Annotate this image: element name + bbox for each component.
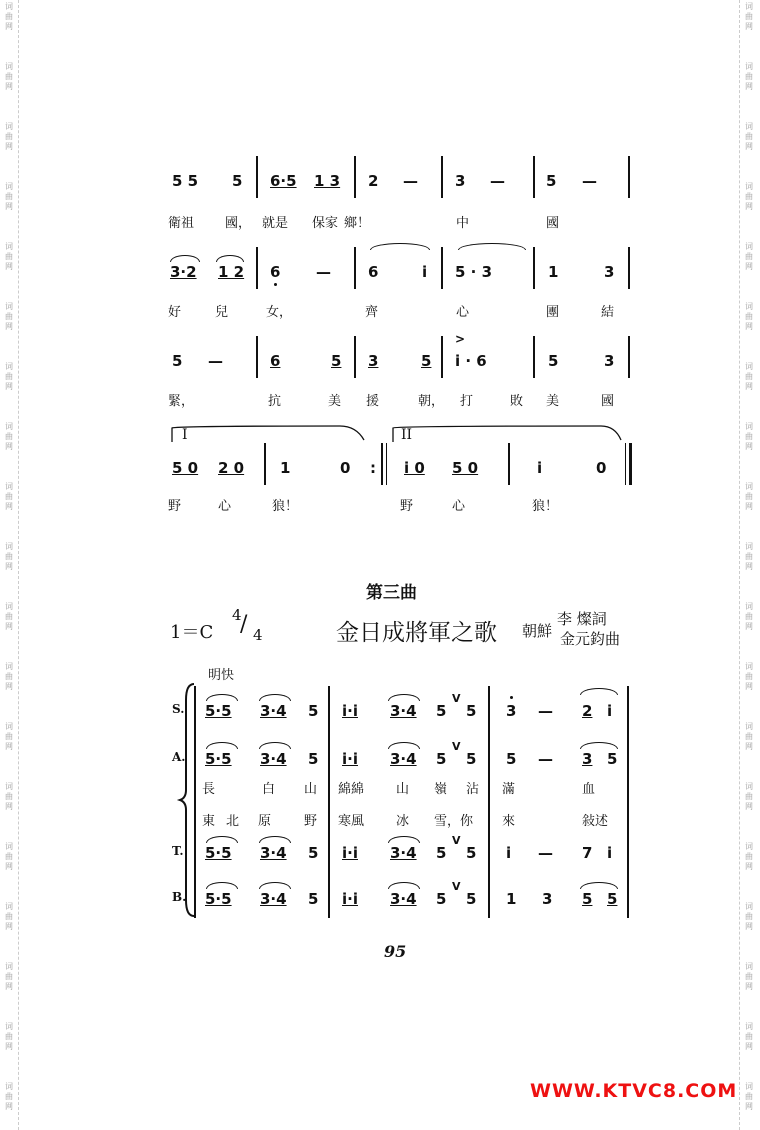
note: 5 (607, 890, 618, 908)
breath-mark: V (452, 834, 461, 847)
watermark-text: 词 曲 网 (745, 482, 753, 511)
slur (388, 836, 420, 843)
watermark-text: 词 曲 网 (745, 2, 753, 31)
note: i (422, 263, 428, 281)
note: 5 (308, 844, 319, 862)
barline (508, 443, 510, 485)
slur (388, 742, 420, 749)
note: 6 (270, 352, 281, 370)
lyric: 白 (262, 782, 276, 797)
note: 5 (436, 702, 447, 720)
watermark-text: 词 曲 网 (5, 122, 13, 151)
note: 1 3 (314, 172, 341, 190)
note: 5 5 (172, 172, 199, 190)
note: 5·5 (205, 844, 232, 862)
lyric: 綿綿 (338, 782, 365, 797)
lyric: 嶺 (434, 782, 448, 797)
watermark-text: 词 曲 网 (745, 782, 753, 811)
note: 3 (368, 352, 379, 370)
lyric: 血 (582, 782, 596, 797)
lyric: 野 (400, 499, 414, 514)
volta-bracket-2 (391, 424, 631, 444)
system-start-line (194, 686, 196, 918)
note: i (506, 844, 512, 862)
lyric: 國 (601, 394, 615, 409)
note: 0 (340, 459, 351, 477)
note: — (538, 750, 553, 768)
barline (533, 247, 535, 289)
watermark-text: 词 曲 网 (5, 602, 13, 631)
note: — (316, 263, 331, 281)
slur (259, 836, 291, 843)
watermark-text: 词 曲 网 (5, 182, 13, 211)
part-label: S. (172, 702, 185, 716)
slur (388, 882, 420, 889)
note: 3·4 (260, 750, 287, 768)
note: 6·5 (270, 172, 297, 190)
lyric: 援 (366, 394, 380, 409)
lyric: 寒風 (338, 814, 365, 829)
barline (441, 336, 443, 378)
slur (206, 742, 238, 749)
barline (441, 156, 443, 198)
note: 6 (368, 263, 379, 281)
lyric: 冰 (396, 814, 410, 829)
note: 1 (280, 459, 291, 477)
watermark-text: 词 曲 网 (5, 422, 13, 451)
lyric: 齊 (365, 305, 379, 320)
lyric: 沾 (466, 782, 480, 797)
note: 3·4 (390, 750, 417, 768)
time-signature-slash: / (240, 612, 248, 637)
watermark-text: 词 曲 网 (745, 602, 753, 631)
slur (259, 694, 291, 701)
barline (625, 443, 626, 485)
watermark-text: 词 曲 网 (745, 182, 753, 211)
note: i (607, 844, 613, 862)
lyric: 東 (202, 814, 216, 829)
note: 5 (421, 352, 432, 370)
barline (628, 247, 630, 289)
site-watermark-link[interactable]: WWW.KTVC8.COM (530, 1080, 738, 1102)
lyric: 野 (168, 499, 182, 514)
note: 3 (604, 352, 615, 370)
barline (381, 443, 383, 485)
watermark-text: 词 曲 网 (745, 422, 753, 451)
watermark-text: 词 曲 网 (5, 62, 13, 91)
lyric: 山 (304, 782, 318, 797)
octave-dot (274, 283, 277, 286)
note: 5 (506, 750, 517, 768)
watermark-text: 词 曲 网 (745, 1022, 753, 1051)
note: i·i (342, 702, 358, 720)
slur (216, 255, 244, 262)
slur (259, 882, 291, 889)
watermark-text: 词 曲 网 (5, 482, 13, 511)
barline (441, 247, 443, 289)
left-watermark-strip (0, 0, 19, 1130)
note: 5 (466, 890, 477, 908)
watermark-text: 词 曲 网 (5, 242, 13, 271)
note: 3·4 (390, 844, 417, 862)
credit-country: 朝鮮 (522, 622, 553, 640)
lyric: 狼！ (272, 499, 299, 514)
slur (206, 694, 238, 701)
note: 5 (308, 702, 319, 720)
lyric: 中 (456, 216, 470, 231)
lyric: 女， (266, 305, 293, 320)
note: — (490, 172, 505, 190)
lyric: 國， (225, 216, 252, 231)
note: 3·4 (390, 890, 417, 908)
song-title: 金日成將軍之歌 (336, 620, 497, 646)
barline (533, 156, 535, 198)
lyric: 狼！ (532, 499, 559, 514)
lyric: 心 (452, 499, 466, 514)
note: 5 · 3 (455, 263, 493, 281)
lyric: 野 (304, 814, 318, 829)
lyric: 好 (168, 305, 182, 320)
lyric: 國 (546, 216, 560, 231)
watermark-text: 词 曲 网 (745, 542, 753, 571)
watermark-text: 词 曲 网 (745, 122, 753, 151)
note: 5 (308, 890, 319, 908)
barline (488, 686, 490, 918)
note: 5 0 (452, 459, 479, 477)
watermark-text: 词 曲 网 (5, 722, 13, 751)
watermark-text: 词 曲 网 (5, 2, 13, 31)
slur (388, 694, 420, 701)
barline (354, 336, 356, 378)
right-watermark-strip (739, 0, 760, 1130)
note: 5 (466, 844, 477, 862)
note: 3·4 (260, 844, 287, 862)
note: 3 (542, 890, 553, 908)
barline (264, 443, 266, 485)
slur (170, 255, 200, 262)
barline (628, 336, 630, 378)
note: i·i (342, 750, 358, 768)
watermark-text: 词 曲 网 (5, 1082, 13, 1111)
note: 0 (596, 459, 607, 477)
note: 3 (582, 750, 593, 768)
section-heading: 第三曲 (366, 583, 417, 603)
part-label: A. (172, 750, 186, 764)
octave-dot (510, 696, 513, 699)
barline (256, 247, 258, 289)
watermark-text: 词 曲 网 (745, 902, 753, 931)
lyric: 朝， (418, 394, 445, 409)
slur (580, 742, 618, 749)
note: — (403, 172, 418, 190)
watermark-text: 词 曲 网 (745, 1082, 753, 1111)
barline (628, 156, 630, 198)
tempo-marking: 明快 (208, 668, 235, 683)
lyric: 滿 (502, 782, 516, 797)
lyric: 美 (546, 394, 560, 409)
page-number: 95 (384, 942, 407, 961)
note: 2 0 (218, 459, 245, 477)
watermark-text: 词 曲 网 (5, 842, 13, 871)
note: 2 (368, 172, 379, 190)
note: i (607, 702, 613, 720)
slur (458, 243, 526, 250)
barline (256, 336, 258, 378)
barline (354, 247, 356, 289)
barline (328, 686, 330, 918)
note: 1 (506, 890, 517, 908)
lyric: 抗 (268, 394, 282, 409)
note: 5 (548, 352, 559, 370)
note: 5 0 (172, 459, 199, 477)
note: 5 (436, 750, 447, 768)
lyric: 敗 (510, 394, 524, 409)
note: 5 (466, 702, 477, 720)
note: — (582, 172, 597, 190)
note: 5 (172, 352, 183, 370)
watermark-text: 词 曲 网 (745, 722, 753, 751)
slur (370, 243, 430, 250)
lyric: 衛祖 (168, 216, 195, 231)
note: 6 (270, 263, 281, 281)
repeat-sign: : (370, 459, 376, 477)
watermark-text: 词 曲 网 (745, 962, 753, 991)
lyric: 長 (202, 782, 216, 797)
breath-mark: V (452, 880, 461, 893)
key-signature: 1＝C (170, 622, 214, 643)
barline (629, 443, 632, 485)
watermark-text: 词 曲 网 (745, 362, 753, 391)
watermark-text: 词 曲 网 (5, 782, 13, 811)
lyric: 結 (601, 305, 615, 320)
note: 2 (582, 702, 593, 720)
slur (206, 836, 238, 843)
note: i · 6 (455, 352, 487, 370)
note: 5 (466, 750, 477, 768)
volta-label-2: II (401, 427, 413, 443)
note: i 0 (404, 459, 425, 477)
slur (580, 688, 618, 695)
volta-bracket-1 (170, 424, 370, 444)
lyric: 心 (218, 499, 232, 514)
lyric: 鄉！ (344, 216, 371, 231)
lyric: 雪，你 (434, 814, 474, 829)
watermark-text: 词 曲 网 (5, 302, 13, 331)
watermark-text: 词 曲 网 (5, 962, 13, 991)
note: 5·5 (205, 890, 232, 908)
barline (256, 156, 258, 198)
lyric: 團 (546, 305, 560, 320)
time-signature-bottom: 4 (253, 626, 263, 644)
note: 5 (546, 172, 557, 190)
breath-mark: V (452, 692, 461, 705)
lyric: 打 (460, 394, 474, 409)
note: 3·4 (390, 702, 417, 720)
lyric: 敍述 (582, 814, 609, 829)
note: 5 (331, 352, 342, 370)
watermark-text: 词 曲 网 (745, 62, 753, 91)
note: 5 (607, 750, 618, 768)
part-label: T. (172, 844, 184, 858)
watermark-text: 词 曲 网 (745, 842, 753, 871)
note: — (538, 702, 553, 720)
slur (580, 882, 618, 889)
note: i (537, 459, 543, 477)
note: 3 (604, 263, 615, 281)
lyric: 山 (396, 782, 410, 797)
note: 5 (436, 844, 447, 862)
note: — (208, 352, 223, 370)
watermark-text: 词 曲 网 (5, 1022, 13, 1051)
note: i·i (342, 890, 358, 908)
barline (533, 336, 535, 378)
note: 3 (455, 172, 466, 190)
lyric: 北 (226, 814, 240, 829)
breath-mark: V (452, 740, 461, 753)
lyric: 原 (258, 814, 272, 829)
lyric: 兒 (215, 305, 229, 320)
note: 3·4 (260, 890, 287, 908)
slur (259, 742, 291, 749)
part-label: B. (172, 890, 187, 904)
note: 5 (436, 890, 447, 908)
note: 3·4 (260, 702, 287, 720)
volta-label-1: I (182, 427, 188, 443)
accent-mark: > (455, 332, 466, 346)
note: 5 (232, 172, 243, 190)
note: 5 (308, 750, 319, 768)
credit-composer: 金元鈞曲 (560, 630, 621, 648)
note: 5·5 (205, 750, 232, 768)
note: — (538, 844, 553, 862)
time-signature-top: 4 (232, 606, 242, 624)
lyric: 美 (328, 394, 342, 409)
watermark-text: 词 曲 网 (5, 542, 13, 571)
lyric: 就是 (262, 216, 289, 231)
barline (354, 156, 356, 198)
lyric: 來 (502, 814, 516, 829)
note: 1 2 (218, 263, 245, 281)
slur (206, 882, 238, 889)
credit-lyricist: 李 燦詞 (557, 610, 607, 628)
watermark-text: 词 曲 网 (745, 242, 753, 271)
note: 5 (582, 890, 593, 908)
lyric: 心 (456, 305, 470, 320)
lyric: 保家 (312, 216, 339, 231)
watermark-text: 词 曲 网 (745, 302, 753, 331)
note: 3 (506, 702, 517, 720)
watermark-text: 词 曲 网 (5, 362, 13, 391)
note: 1 (548, 263, 559, 281)
watermark-text: 词 曲 网 (5, 662, 13, 691)
note: 3·2 (170, 263, 197, 281)
note: 5·5 (205, 702, 232, 720)
watermark-text: 词 曲 网 (745, 662, 753, 691)
note: i·i (342, 844, 358, 862)
lyric: 緊， (168, 394, 195, 409)
note: 7 (582, 844, 593, 862)
watermark-text: 词 曲 网 (5, 902, 13, 931)
barline (627, 686, 629, 918)
barline (386, 443, 387, 485)
